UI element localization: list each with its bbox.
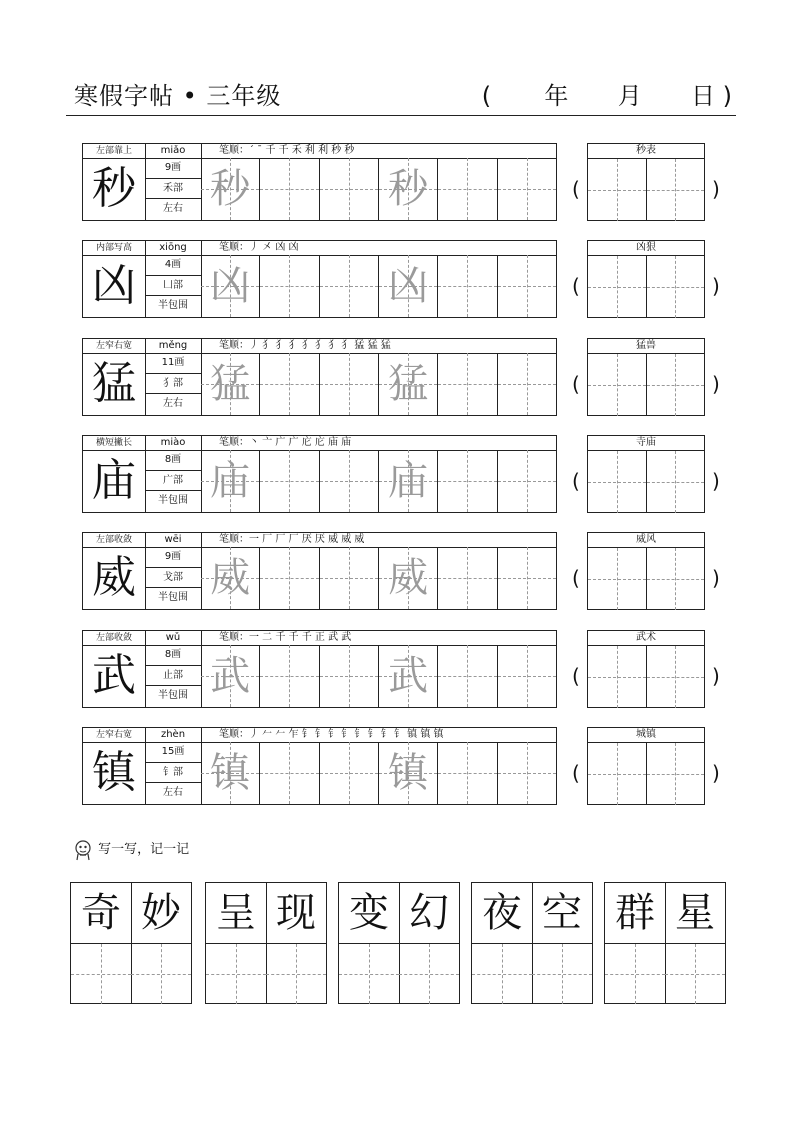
- structure: 半包围: [158, 592, 188, 604]
- date-year-label: 年: [544, 82, 569, 110]
- trace-char: 庙: [210, 458, 251, 504]
- char-table: [82, 338, 557, 416]
- model-char: 庙: [83, 450, 146, 512]
- char-table: [82, 435, 557, 513]
- word-practice-cell[interactable]: [339, 944, 399, 1004]
- word-label: 武术: [588, 631, 704, 646]
- word-grid: [588, 159, 704, 221]
- radical: 犭部: [145, 374, 201, 395]
- practice-cell[interactable]: [379, 255, 438, 317]
- paren-right: ): [712, 566, 720, 590]
- word-column: [472, 883, 533, 1003]
- trace-char: 镇: [388, 750, 429, 796]
- paren-left: (: [572, 177, 580, 201]
- structure: 半包围: [158, 495, 188, 507]
- word-cell[interactable]: [588, 256, 647, 318]
- word-cell[interactable]: [647, 743, 705, 805]
- word-cell[interactable]: [588, 451, 647, 513]
- practice-cell[interactable]: [260, 450, 319, 512]
- trace-char: 威: [210, 555, 251, 601]
- pinyin: měng: [145, 339, 202, 354]
- stroke-order-sequence: 丿 㐅 凶 凶: [249, 242, 299, 253]
- practice-cell[interactable]: [260, 158, 319, 220]
- char-row: [82, 240, 730, 318]
- word-practice-cell[interactable]: [266, 944, 326, 1004]
- writing-tip: 内部写高: [83, 241, 146, 256]
- char-info: [145, 255, 202, 317]
- paren-left: (: [572, 372, 580, 396]
- word-cell[interactable]: [647, 256, 705, 318]
- word-practice-cell[interactable]: [206, 944, 266, 1004]
- word-grid: [588, 451, 704, 513]
- word-group: [604, 882, 726, 1004]
- char-info: [145, 450, 202, 512]
- paren-right: ): [712, 274, 720, 298]
- stroke-order-label: 笔顺：: [219, 729, 249, 740]
- stroke-order-label: 笔顺：: [219, 242, 249, 253]
- stroke-order: [201, 144, 556, 159]
- word-grid: [588, 354, 704, 416]
- practice-cell[interactable]: [320, 450, 379, 512]
- stroke-order: [201, 533, 556, 548]
- stroke-count: 15画: [145, 742, 201, 763]
- trace-char: 武: [388, 653, 429, 699]
- model-char: 镇: [83, 742, 146, 804]
- paren-right: ): [712, 372, 720, 396]
- practice-grid: [201, 450, 556, 512]
- paren-left: (: [572, 761, 580, 785]
- trace-char: 镇: [210, 750, 251, 796]
- practice-cell[interactable]: [201, 742, 260, 804]
- word-label: 秒表: [588, 144, 704, 159]
- trace-char: 威: [388, 555, 429, 601]
- stroke-count: 8画: [145, 645, 201, 666]
- word-cell[interactable]: [588, 743, 647, 805]
- trace-char: 猛: [210, 361, 251, 407]
- writing-tip: 横短撇长: [83, 436, 146, 451]
- char-table: [82, 143, 557, 221]
- date-open-paren: (: [481, 82, 492, 110]
- radical: 戈部: [145, 568, 201, 589]
- paren-left: (: [572, 664, 580, 688]
- writing-tip: 左窄右宽: [83, 728, 146, 743]
- word-cell[interactable]: [647, 159, 705, 221]
- practice-cell[interactable]: [260, 742, 319, 804]
- stroke-order-label: 笔顺：: [219, 145, 249, 156]
- structure: 左右: [163, 398, 183, 410]
- practice-cell[interactable]: [498, 450, 556, 512]
- practice-cell[interactable]: [438, 742, 497, 804]
- practice-cell[interactable]: [379, 645, 438, 707]
- word-column: [665, 883, 725, 1003]
- word-group: [471, 882, 593, 1004]
- word-char: 呈: [206, 883, 266, 944]
- practice-grid: [201, 255, 556, 317]
- char-info: [145, 742, 202, 804]
- practice-cell[interactable]: [438, 547, 497, 609]
- word-column: [605, 883, 666, 1003]
- radical: 钅部: [145, 763, 201, 784]
- char-table: [82, 727, 557, 805]
- char-info: [145, 547, 202, 609]
- practice-grid: [201, 158, 556, 220]
- practice-cell[interactable]: [438, 255, 497, 317]
- radical: 广部: [145, 471, 201, 492]
- stroke-order: [201, 631, 556, 646]
- char-info: [145, 158, 202, 220]
- char-row: [82, 727, 730, 805]
- pinyin: miào: [145, 436, 202, 451]
- practice-grid: [201, 547, 556, 609]
- pinyin: wēi: [145, 533, 202, 548]
- word-box: [587, 240, 705, 318]
- word-grid: [588, 646, 704, 708]
- paren-right: ): [712, 761, 720, 785]
- practice-cell[interactable]: [260, 353, 319, 415]
- word-cell[interactable]: [588, 646, 647, 708]
- practice-cell[interactable]: [320, 255, 379, 317]
- trace-char: 秒: [388, 166, 429, 212]
- practice-cell[interactable]: [379, 450, 438, 512]
- word-label: 寺庙: [588, 436, 704, 451]
- char-info: [145, 353, 202, 415]
- word-label: 威风: [588, 533, 704, 548]
- paren-right: ): [712, 177, 720, 201]
- word-column: [206, 883, 267, 1003]
- stroke-order-label: 笔顺：: [219, 632, 249, 643]
- char-table: [82, 630, 557, 708]
- stroke-order-sequence: 一 二 千 千 千 正 武 武: [249, 632, 352, 643]
- stroke-order-sequence: 丿 𠂉 𠂉 乍 钅 钅 钅 钅 钅 钅 钅 钅 镇 镇 镇: [249, 729, 444, 740]
- page-title: 寒假字帖 • 三年级: [74, 82, 282, 110]
- stroke-count: 4画: [145, 255, 201, 276]
- pinyin: wǔ: [145, 631, 202, 646]
- char-row: [82, 143, 730, 221]
- word-column: [71, 883, 132, 1003]
- mascot-icon: [72, 839, 94, 861]
- practice-cell[interactable]: [498, 645, 556, 707]
- trace-char: 凶: [388, 263, 429, 309]
- practice-cell[interactable]: [438, 158, 497, 220]
- stroke-count: 11画: [145, 353, 201, 374]
- word-cell[interactable]: [647, 354, 705, 416]
- word-cell[interactable]: [588, 548, 647, 610]
- practice-cell[interactable]: [320, 158, 379, 220]
- paren-right: ): [712, 664, 720, 688]
- model-char: 威: [83, 547, 146, 609]
- char-table: [82, 532, 557, 610]
- char-row: [82, 630, 730, 708]
- word-practice-cell[interactable]: [399, 944, 459, 1004]
- practice-cell[interactable]: [201, 158, 260, 220]
- word-practice-cell[interactable]: [71, 944, 131, 1004]
- pinyin: zhèn: [145, 728, 202, 743]
- word-practice-cell[interactable]: [131, 944, 191, 1004]
- practice-cell[interactable]: [379, 742, 438, 804]
- word-practice-groups: [70, 882, 736, 1004]
- stroke-count: 8画: [145, 450, 201, 471]
- stroke-count: 9画: [145, 158, 201, 179]
- stroke-order: [201, 436, 556, 451]
- structure: 半包围: [158, 690, 188, 702]
- practice-grid: [201, 353, 556, 415]
- stroke-order-sequence: 丿 犭 犭 犭 犭 犭 犭 犭 猛 猛 猛: [249, 340, 391, 351]
- word-grid: [588, 548, 704, 610]
- trace-char: 武: [210, 653, 251, 699]
- practice-cell[interactable]: [498, 742, 556, 804]
- structure: 半包围: [158, 300, 188, 312]
- paren-left: (: [572, 469, 580, 493]
- date-close-paren: ): [722, 82, 732, 110]
- stroke-count: 9画: [145, 547, 201, 568]
- model-char: 猛: [83, 353, 146, 415]
- paren-left: (: [572, 274, 580, 298]
- practice-cell[interactable]: [379, 158, 438, 220]
- word-char: 幻: [399, 883, 459, 944]
- practice-cell[interactable]: [201, 255, 260, 317]
- page-header: [66, 70, 736, 114]
- radical: 止部: [145, 666, 201, 687]
- word-cell[interactable]: [647, 451, 705, 513]
- word-cell[interactable]: [588, 354, 647, 416]
- practice-cell[interactable]: [438, 645, 497, 707]
- section-heading: [72, 838, 189, 861]
- word-practice-cell[interactable]: [665, 944, 725, 1004]
- char-info: [145, 645, 202, 707]
- practice-cell[interactable]: [498, 158, 556, 220]
- model-char: 秒: [83, 158, 146, 220]
- pinyin: miǎo: [145, 144, 202, 159]
- radical: 凵部: [145, 276, 201, 297]
- practice-cell[interactable]: [379, 547, 438, 609]
- stroke-order: [201, 241, 556, 256]
- stroke-order-sequence: 丶 亠 广 广 庀 庀 庙 庙: [249, 437, 352, 448]
- stroke-order-label: 笔顺：: [219, 437, 249, 448]
- word-char: 变: [339, 883, 399, 944]
- word-grid: [588, 743, 704, 805]
- word-char: 星: [665, 883, 725, 944]
- practice-cell[interactable]: [260, 547, 319, 609]
- word-box: [587, 727, 705, 805]
- model-char: 武: [83, 645, 146, 707]
- practice-cell[interactable]: [438, 353, 497, 415]
- word-column: [266, 883, 326, 1003]
- trace-char: 猛: [388, 361, 429, 407]
- writing-tip: 左部靠上: [83, 144, 146, 159]
- practice-cell[interactable]: [201, 450, 260, 512]
- stroke-order-label: 笔顺：: [219, 340, 249, 351]
- date-month-label: 月: [617, 82, 642, 110]
- writing-tip: 左部收敛: [83, 631, 146, 646]
- word-box: [587, 143, 705, 221]
- practice-cell[interactable]: [320, 645, 379, 707]
- trace-char: 庙: [388, 458, 429, 504]
- trace-char: 秒: [210, 166, 251, 212]
- stroke-order-sequence: 一 厂 厂 厂 厌 厌 威 威 威: [249, 534, 365, 545]
- pinyin: xiōng: [145, 241, 202, 256]
- section-title: 写一写，记一记: [98, 842, 190, 857]
- char-row: [82, 532, 730, 610]
- practice-cell[interactable]: [498, 353, 556, 415]
- word-group: [70, 882, 192, 1004]
- word-label: 凶狠: [588, 241, 704, 256]
- practice-cell[interactable]: [379, 353, 438, 415]
- practice-cell[interactable]: [320, 742, 379, 804]
- word-char: 妙: [131, 883, 191, 944]
- word-label: 城镇: [588, 728, 704, 743]
- word-cell[interactable]: [647, 646, 705, 708]
- word-column: [399, 883, 459, 1003]
- structure: 左右: [163, 787, 183, 799]
- practice-cell[interactable]: [201, 547, 260, 609]
- writing-tip: 左部收敛: [83, 533, 146, 548]
- word-box: [587, 630, 705, 708]
- trace-char: 凶: [210, 263, 251, 309]
- date-field: [482, 76, 732, 111]
- word-column: [532, 883, 592, 1003]
- word-column: [131, 883, 191, 1003]
- writing-tip: 左窄右宽: [83, 339, 146, 354]
- stroke-order: [201, 728, 556, 743]
- practice-cell[interactable]: [201, 353, 260, 415]
- practice-cell[interactable]: [260, 645, 319, 707]
- practice-grid: [201, 645, 556, 707]
- char-table: [82, 240, 557, 318]
- char-row: [82, 435, 730, 513]
- paren-left: (: [572, 566, 580, 590]
- word-box: [587, 338, 705, 416]
- word-grid: [588, 256, 704, 318]
- stroke-order: [201, 339, 556, 354]
- word-practice-cell[interactable]: [532, 944, 592, 1004]
- practice-cell[interactable]: [260, 255, 319, 317]
- radical: 禾部: [145, 179, 201, 200]
- word-group: [205, 882, 327, 1004]
- word-label: 猛兽: [588, 339, 704, 354]
- stroke-order-label: 笔顺：: [219, 534, 249, 545]
- structure: 左右: [163, 203, 183, 215]
- word-char: 奇: [71, 883, 131, 944]
- header-divider: [66, 115, 736, 116]
- practice-cell[interactable]: [320, 547, 379, 609]
- word-practice-cell[interactable]: [472, 944, 532, 1004]
- practice-cell[interactable]: [498, 547, 556, 609]
- practice-cell[interactable]: [201, 645, 260, 707]
- word-column: [339, 883, 400, 1003]
- stroke-order-sequence: ˊ ˉ 千 千 禾 利 利 秒 秒: [249, 145, 355, 156]
- word-cell[interactable]: [647, 548, 705, 610]
- word-practice-cell[interactable]: [605, 944, 665, 1004]
- word-char: 夜: [472, 883, 532, 944]
- word-group: [338, 882, 460, 1004]
- word-box: [587, 532, 705, 610]
- word-char: 群: [605, 883, 665, 944]
- word-cell[interactable]: [588, 159, 647, 221]
- word-box: [587, 435, 705, 513]
- practice-grid: [201, 742, 556, 804]
- practice-cell[interactable]: [320, 353, 379, 415]
- word-char: 空: [532, 883, 592, 944]
- practice-cell[interactable]: [498, 255, 556, 317]
- word-char: 现: [266, 883, 326, 944]
- char-row: [82, 338, 730, 416]
- paren-right: ): [712, 469, 720, 493]
- model-char: 凶: [83, 255, 146, 317]
- practice-cell[interactable]: [438, 450, 497, 512]
- date-day-label: 日: [690, 82, 715, 110]
